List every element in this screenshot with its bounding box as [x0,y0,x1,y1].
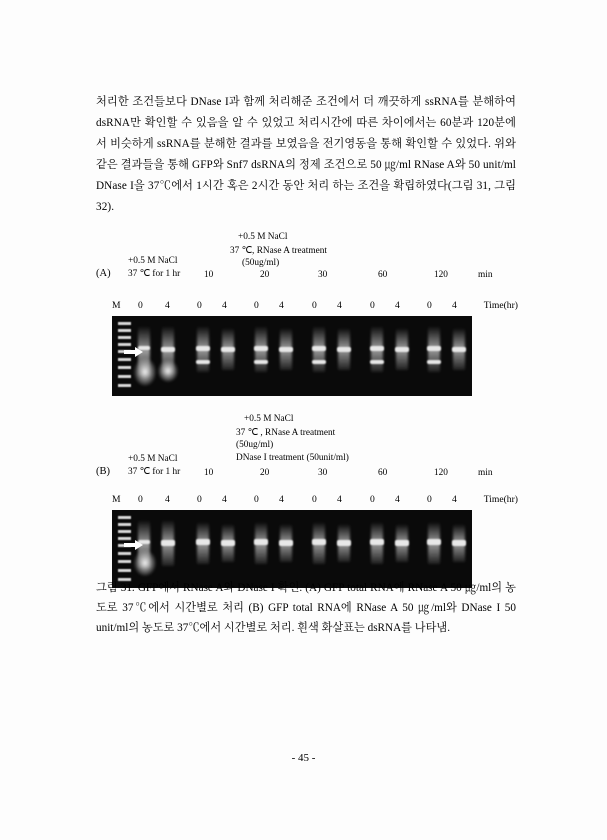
panel-b-lane-3: 0 [197,494,202,505]
panel-b-time-unit: min [478,468,493,478]
panel-b-dna-ladder [118,514,131,586]
panel-a-lane11-band2 [427,360,441,364]
panel-b-lane5-band [254,539,268,545]
panel-a-lane1-glow [134,358,156,386]
panel-a-headers [96,228,516,300]
panel-b-lane-1: 0 [138,494,143,505]
panel-a-lane-10: 4 [395,300,400,311]
panel-a-lane10-band [395,347,409,352]
panel-b-lane-12: 4 [452,494,457,505]
panel-b-left-header-line2: 37 ℃ for 1 hr [128,467,181,477]
panel-a-left-header-line1: +0.5 M NaCl [128,256,178,266]
figure-caption [96,578,516,638]
panel-a-lane-1: 0 [138,300,143,311]
panel-a-lane2-glow [158,360,178,382]
panel-a-lane-3: 0 [197,300,202,311]
panel-b-axis-label: Time(hr) [483,494,518,505]
panel-b-top-header-line4: DNase I treatment (50unit/ml) [236,453,349,463]
panel-b-gel-image [112,510,472,588]
panel-a-lane-labels [96,300,516,316]
panel-a-lane8-band [337,347,351,352]
paragraph-text: 처리한 조건들보다 DNase I과 함께 처리해준 조건에서 더 깨끗하게 ssRNA를 분해하여 dsRNA만 확인할 수 있음을 알 수 있었고 처리시간에 따른 차이에서는 60분과 120분에서 비슷하게 ssRNA를 분해한 결과를 보였음을 전기영동을 통해 확인할 수 있었다. 위와 같은 결과들을 통해 GFP와 Snf7 dsRNA의 정제 조건으로 50 ㎍/ml RNase A와 50 unit/ml DNase I을 37℃에서 1시간 혹은 2시간 동안 처리 하는 조건을 확립하였다(그림 31, 그림 32). [96,96,516,213]
panel-a-lane11-band [427,346,441,351]
panel-a-lane6-band [279,347,293,352]
panel-b-headers [96,414,516,494]
panel-a-timepoint-20: 20 [260,270,270,280]
panel-a-lane-11: 0 [427,300,432,311]
panel-a-timepoint-120: 120 [434,270,448,280]
figure-caption-text: 그림 31. GFP에서 RNase A와 DNase I 확인. (A) GFP total RNA에 RNase A 50 ㎍/ml의 농도로 37℃에서 시간별로 처리 (B) GFP total RNA에 RNase A 50 ㎍/ml와 DNase I 50 unit/ml의 농도로 37℃에서 시간별로 처리. 흰색 화살표는 dsRNA를 나타냄. [96,582,516,634]
panel-b-lane-5: 0 [254,494,259,505]
panel-a-lane3-band2 [196,360,210,364]
panel-a-lane9-band2 [370,360,384,364]
panel-b-lane12-band [452,540,466,546]
panel-a-lane3-band [196,346,210,351]
panel-a-lane7-band [312,346,326,351]
panel-b-timepoint-60: 60 [378,468,388,478]
panel-a-lane-7: 0 [312,300,317,311]
panel-a-timepoint-10: 10 [204,270,214,280]
body-paragraph [96,92,516,218]
panel-a-top-header-line3: (50ug/ml) [242,258,280,268]
panel-a-timepoint-60: 60 [378,270,388,280]
panel-b-timepoint-30: 30 [318,468,328,478]
panel-b-lane3-band [196,539,210,545]
panel-a-lane4-band [221,347,235,352]
panel-b [96,414,516,588]
panel-b-lane-4: 4 [222,494,227,505]
panel-b-lane2-band [161,540,175,546]
panel-b-timepoint-20: 20 [260,468,270,478]
panel-b-top-header-line1: +0.5 M NaCl [244,414,294,424]
panel-a-lane9-band [370,346,384,351]
panel-a [96,228,516,396]
panel-b-lane-9: 0 [370,494,375,505]
panel-b-lane-10: 4 [395,494,400,505]
panel-b-lane9-band [370,539,384,545]
panel-b-timepoint-120: 120 [434,468,448,478]
panel-a-time-unit: min [478,270,493,280]
panel-a-lane-6: 4 [279,300,284,311]
panel-a-left-header-line2: 37 ℃ for 1 hr [128,269,181,279]
panel-a-lane-5: 0 [254,300,259,311]
panel-a-gel-image [112,316,472,396]
panel-a-lane7-band2 [312,360,326,364]
panel-b-lane-6: 4 [279,494,284,505]
panel-a-dna-ladder [118,320,131,392]
panel-a-gel-inner [112,316,472,396]
panel-a-timepoint-30: 30 [318,270,328,280]
panel-b-top-header-line3: (50ug/ml) [236,440,274,450]
panel-b-lane7-band [312,539,326,545]
panel-b-lane-2: 4 [165,494,170,505]
panel-b-marker-label: M [112,494,121,505]
panel-b-timepoint-10: 10 [204,468,214,478]
panel-a-lane-8: 4 [337,300,342,311]
panel-a-letter: (A) [96,268,111,279]
panel-a-lane-9: 0 [370,300,375,311]
panel-b-gel-inner [112,510,472,588]
panel-a-marker-label: M [112,300,121,311]
panel-a-lane-2: 4 [165,300,170,311]
panel-b-lane8-band [337,540,351,546]
panel-a-lane-12: 4 [452,300,457,311]
panel-b-lane11-band [427,539,441,545]
panel-a-lane-4: 4 [222,300,227,311]
panel-b-left-header-line1: +0.5 M NaCl [128,454,178,464]
panel-a-lane5-band2 [254,360,268,364]
page-number: - 45 - [291,752,316,764]
panel-b-letter: (B) [96,466,110,477]
panel-b-lane-8: 4 [337,494,342,505]
panel-b-lane4-band [221,540,235,546]
panel-a-lane5-band [254,346,268,351]
panel-b-lane-labels [96,494,516,510]
figure-31 [96,228,516,588]
panel-a-lane2-band [161,347,175,352]
panel-a-top-header-line1: +0.5 M NaCl [238,232,288,242]
panel-a-axis-label: Time(hr) [483,300,518,311]
panel-b-lane6-band [279,540,293,546]
panel-b-lane-7: 0 [312,494,317,505]
panel-b-lane1-glow [134,550,156,576]
panel-b-top-header-line2: 37 ℃ , RNase A treatment [236,428,336,438]
panel-b-lane10-band [395,540,409,546]
panel-b-lane-11: 0 [427,494,432,505]
panel-a-top-header-line2: 37 ℃, RNase A treatment [230,246,327,256]
panel-a-lane12-band [452,347,466,352]
